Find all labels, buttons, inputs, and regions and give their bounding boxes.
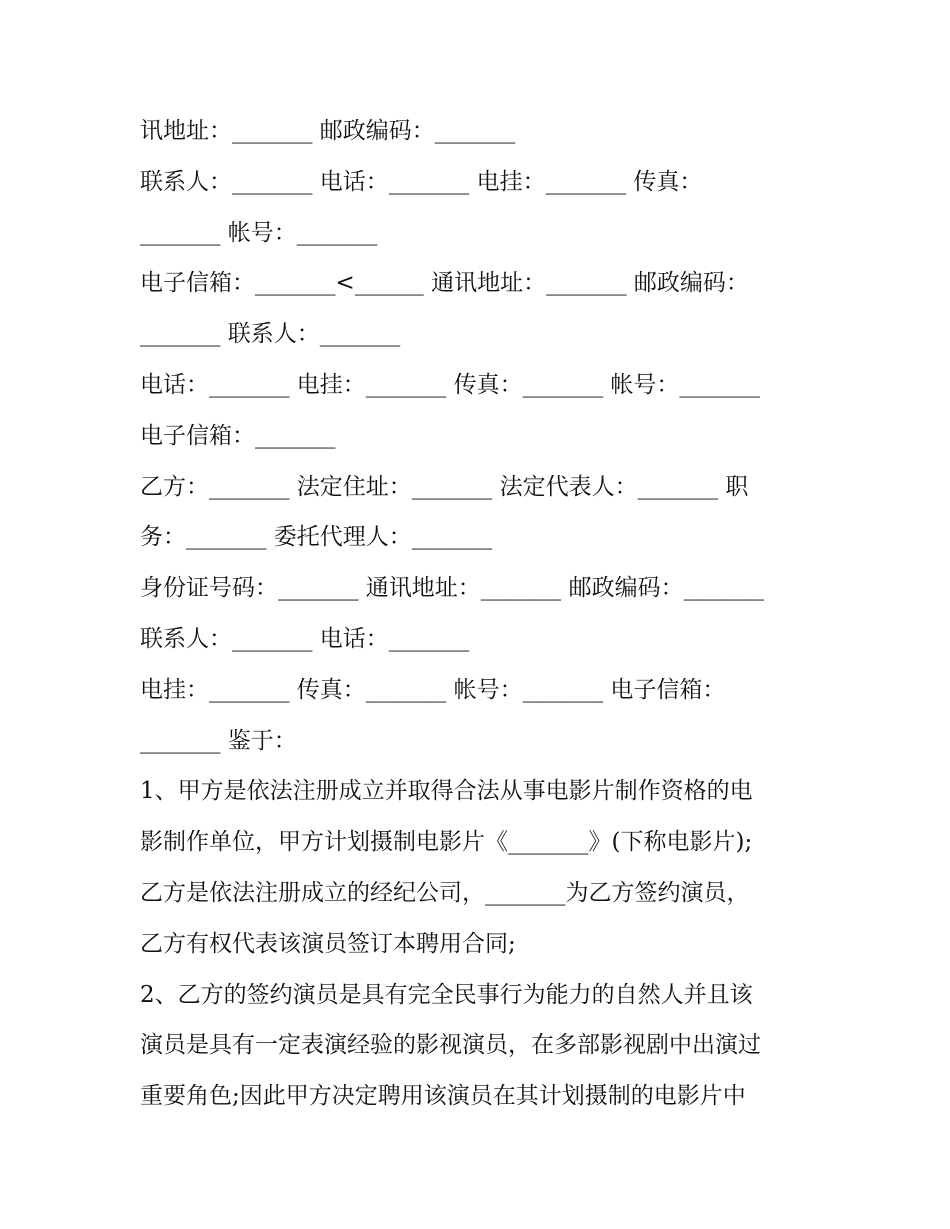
text-line: _______ 帐号：_______ — [140, 219, 378, 246]
text-line: 联系人：_______ 电话：_______ — [140, 625, 470, 652]
text-line: 影制作单位，甲方计划摄制电影片《_______》(下称电影片); — [140, 829, 753, 856]
text-line: 电子信箱：_______<______ 通讯地址：_______ 邮政编码： — [140, 270, 749, 297]
text-line: 乙方有权代表该演员签订本聘用合同; — [140, 930, 516, 957]
text-line: _______ 联系人：_______ — [140, 321, 401, 348]
text-line: 电挂：_______ 传真：_______ 帐号：_______ 电子信箱： — [140, 676, 726, 703]
text-line: 联系人：_______ 电话：_______ 电挂：_______ 传真： — [140, 168, 703, 195]
text-line: 务：_______ 委托代理人：_______ — [140, 524, 493, 551]
contract-body-text — [140, 106, 820, 1122]
text-line: 讯地址：_______ 邮政编码：_______ — [140, 118, 516, 144]
text-line: 身份证号码：_______ 通讯地址：_______ 邮政编码：_______ — [140, 575, 765, 602]
text-line: 乙方：_______ 法定住址：_______ 法定代表人：_______ 职 — [140, 473, 749, 500]
text-line: 演员是具有一定表演经验的影视演员，在多部影视剧中出演过 — [140, 1032, 761, 1059]
text-line: 电子信箱：_______ — [140, 422, 336, 449]
text-line: 2、乙方的签约演员是具有完全民事行为能力的自然人并且该 — [140, 981, 753, 1008]
text-line: 1、甲方是依法注册成立并取得合法从事电影片制作资格的电 — [140, 778, 753, 805]
text-line: 乙方是依法注册成立的经纪公司，_______为乙方签约演员， — [140, 879, 750, 906]
text-line: 电话：_______ 电挂：_______ 传真：_______ 帐号：_______ — [140, 371, 760, 398]
text-line: 重要角色;因此甲方决定聘用该演员在其计划摄制的电影片中 — [140, 1083, 746, 1110]
text-line: _______ 鉴于： — [140, 727, 297, 754]
